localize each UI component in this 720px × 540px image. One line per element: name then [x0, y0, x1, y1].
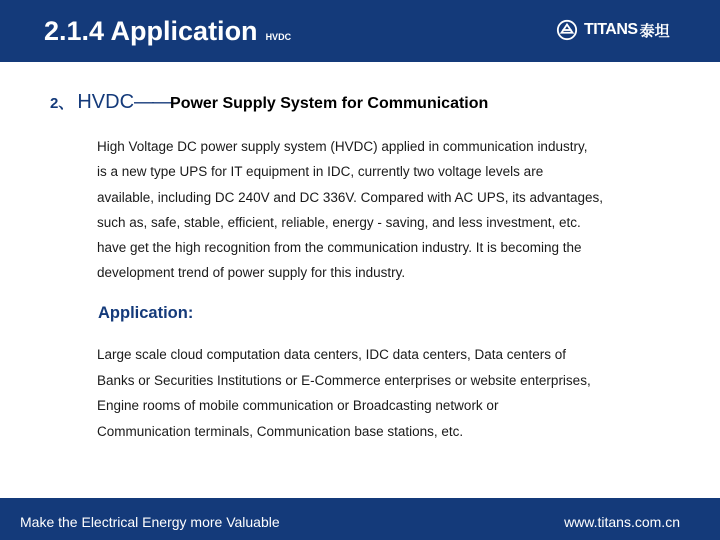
paragraph-line: High Voltage DC power supply system (HVDC) applied in communication industry,: [97, 139, 588, 154]
slide-title: [44, 18, 291, 45]
section-heading: [50, 92, 488, 112]
paragraph-line: development trend of power supply for this industry.: [97, 265, 406, 281]
header-bar: [0, 0, 720, 62]
application-line: Engine rooms of mobile communication or Broadcasting network or: [97, 398, 499, 413]
slide-title-text: 2.1.4 Application: [44, 16, 258, 46]
paragraph-line: is a new type UPS for IT equipment in IDC, currently two voltage levels are: [97, 164, 544, 180]
application-line: Communication terminals, Communication base stations, etc.: [97, 423, 464, 439]
slide-title-suffix: HVDC: [265, 32, 292, 42]
application-title: Application:: [98, 304, 194, 322]
description-paragraph: [97, 134, 697, 286]
heading-dash: ——: [134, 91, 171, 113]
footer-slogan: Make the Electrical Energy more Valuable: [20, 514, 280, 530]
paragraph-line: have get the high recognition from the communication industry. It is becoming the: [97, 240, 582, 256]
footer-bar: [0, 498, 720, 540]
heading-rest: Power Supply System for Communication: [170, 95, 489, 112]
paragraph-line: such as, safe, stable, efficient, reliable, energy - saving, and less investment, etc.: [97, 214, 581, 230]
logo-text: TITANS: [584, 21, 638, 38]
logo-chinese-text: 泰坦: [639, 22, 670, 40]
titans-logo-icon: [556, 19, 578, 41]
application-list: [97, 342, 697, 444]
heading-number: 2、: [50, 95, 74, 112]
application-line: Large scale cloud computation data centers, IDC data centers, Data centers of: [97, 347, 567, 362]
footer-website: www.titans.com.cn: [564, 514, 680, 530]
heading-main: HVDC: [77, 91, 135, 113]
paragraph-line: available, including DC 240V and DC 336V. Compared with AC UPS, its advantages,: [97, 189, 604, 205]
titans-logo: [556, 18, 670, 42]
application-line: Banks or Securities Institutions or E-Commerce enterprises or website enterprises,: [97, 372, 591, 388]
